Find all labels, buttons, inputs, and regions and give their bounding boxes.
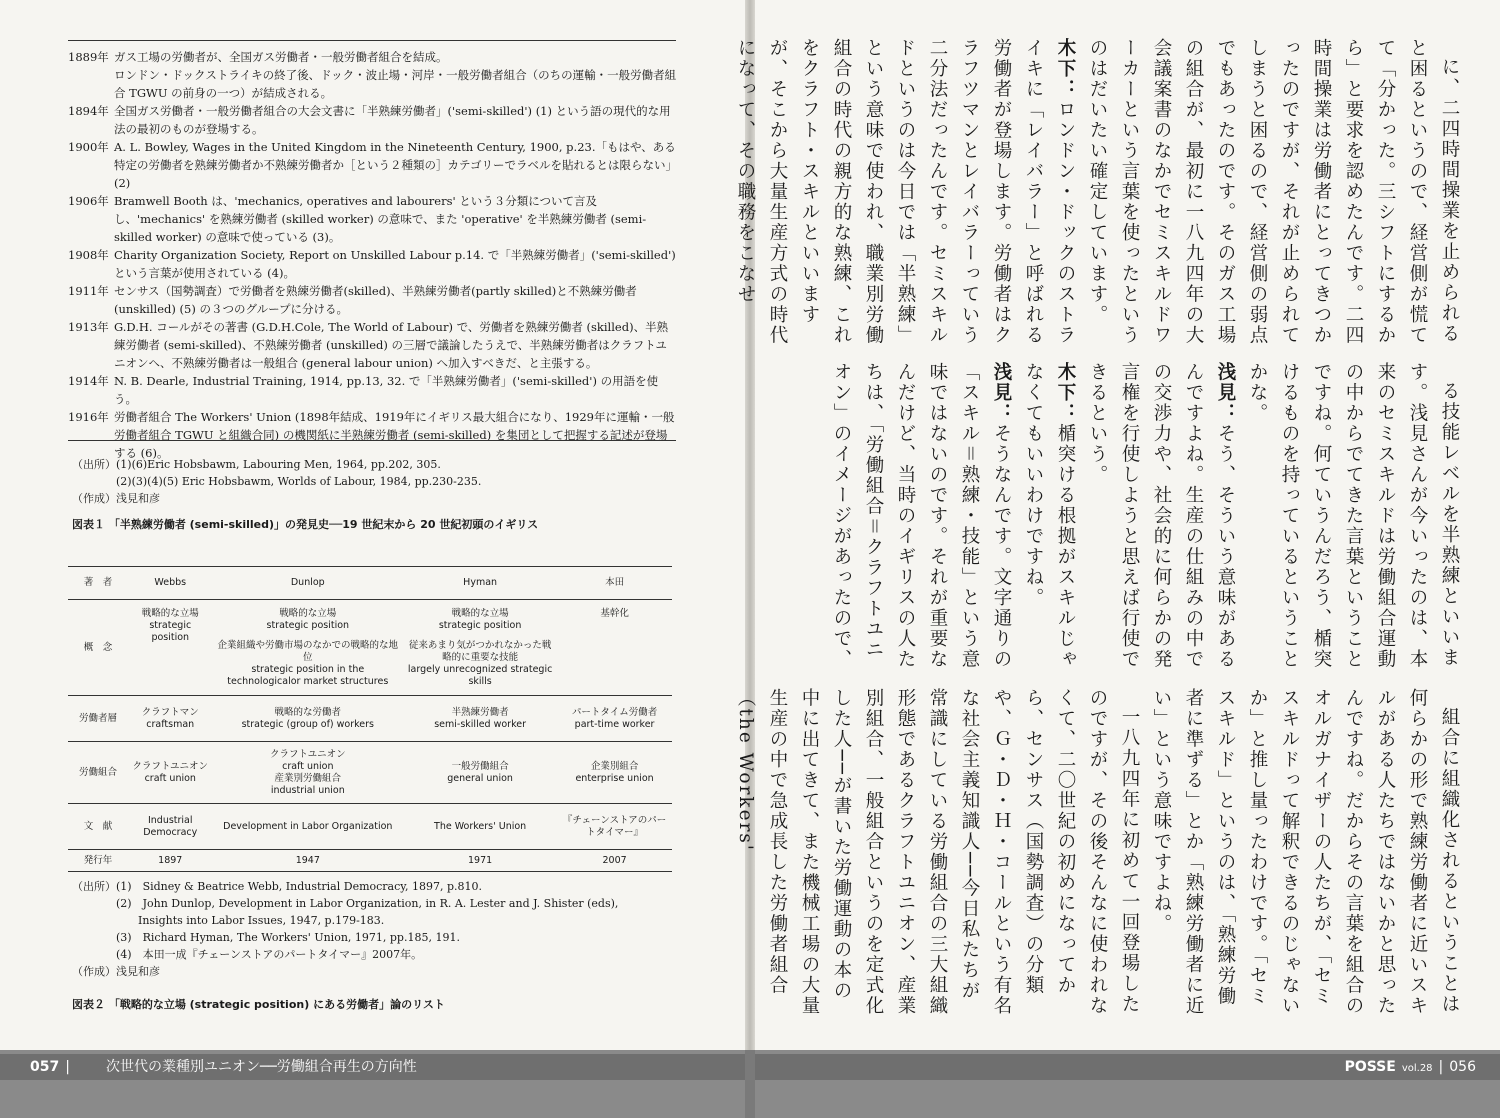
row-label-union: 労働組合	[68, 742, 128, 804]
source-line: (1) Sidney & Beatrice Webb, Industrial Democracy, 1897, p.810.	[116, 880, 483, 893]
author-name: 浅見和彦	[116, 492, 160, 505]
cell: 基幹化	[557, 600, 672, 696]
page-number-right: 056	[1449, 1059, 1476, 1075]
figure-caption-2: 図表２ 「戦略的な立場 (strategic position) にある労働者」論のリスト	[72, 998, 445, 1011]
volume-label: vol.28	[1401, 1063, 1433, 1074]
timeline-top-rule	[68, 40, 676, 41]
dialogue-paragraph	[1241, 362, 1465, 672]
timeline-year: 1894年	[68, 104, 109, 118]
cell: 戦略的な立場 strategic position	[128, 600, 213, 696]
cell: 一般労働組合 general union	[403, 742, 557, 804]
dialogue-bottom-block	[735, 688, 1465, 1018]
dialogue-paragraph	[1081, 362, 1241, 672]
timeline-text: A. L. Bowley, Wages in the United Kingdom in the Nineteenth Century, 1900, p.23.「もはや、ある特定の労働者を熟練労働者か不熟練労働者か［という２種類の］カテゴリーでラベルを貼れるとは限らない」(2)	[114, 140, 678, 190]
cell: 2007	[557, 850, 672, 872]
timeline-year	[68, 66, 114, 102]
source-line: (2)(3)(4)(5) Eric Hobsbawm, Worlds of Labour, 1984, pp.230-235.	[116, 475, 482, 488]
cell: 『チェーンストアのパートタイマー』	[557, 804, 672, 850]
row-label-literature: 文 献	[68, 804, 128, 850]
table-header: Hyman	[403, 567, 557, 600]
cell: 戦略的な立場 strategic position 従来あまり気がつかれなかった戦略的に重要な技能 largely unrecognized strategic skills	[403, 600, 557, 696]
timeline-text: 労働者組合 The Workers' Union (1898年結成、1919年にイギリス最大組合になり、1929年に運輸・一般労働者組合 TGWU と組織合同) の機関紙に半熟練労働者 (semi-skilled) を集団として把握する記述が登場する (6)。	[114, 410, 675, 460]
page-number-left: 057	[30, 1059, 60, 1075]
left-page	[0, 0, 745, 1050]
dialogue-top-block	[735, 38, 1465, 348]
cell: Industrial Democracy	[128, 804, 213, 850]
cell: 戦略的な立場 strategic position 企業組織や労働市場のなかでの戦略的な地位 strategic position in the technologicalor market structures	[213, 600, 404, 696]
table-header: 著 者	[68, 567, 128, 600]
dialogue-text: に、二四時間操業を止められると困るというので、経営側が慌てて「分かった。三シフトにするから」と要求を認めたんです。二四時間操業は労働者にとってきつかったのですが、それが止められてしまうと困るので、経営側の弱点でもあったのです。そのガス工場の組合が、最初に一八九四年の大会議案書のなかでセミスキルドワーカーという言葉を使ったというのはだいたい確定しています。	[1087, 38, 1460, 346]
timeline-text: Bramwell Booth は、'mechanics, operatives and labourers' という３分類について言及し、'mechanics' を熟練労働者 (skilled worker) の意味で、また 'operative' を半熟練労働者 (semi-skilled worker) の意味で使っている (3)。	[114, 194, 647, 244]
strategic-position-table	[68, 566, 672, 872]
cell: パートタイム労働者 part-time worker	[557, 696, 672, 742]
figure-caption-1: 図表１ 「半熟練労働者 (semi-skilled)」の発見史──19 世紀末から 20 世紀初頭のイギリス	[72, 518, 539, 531]
source-line: (4) 本田一成『チェーンストアのパートタイマー』2007年。	[116, 948, 423, 961]
timeline-text: センサス（国勢調査）で労働者を熟練労働者(skilled)、半熟練労働者(partly skilled)と不熟練労働者(unskilled) (5) の３つのグループに分ける。	[114, 284, 637, 316]
cell: 企業別組合 enterprise union	[557, 742, 672, 804]
timeline-year: 1900年	[68, 140, 109, 154]
speaker-label: 木下：	[1055, 38, 1076, 100]
timeline-year: 1913年	[68, 320, 109, 334]
running-title: 次世代の業種別ユニオン──労働組合再生の方向性	[105, 1059, 417, 1075]
table-header: Webbs	[128, 567, 213, 600]
timeline-row	[68, 138, 678, 192]
dialogue-paragraph	[729, 688, 1145, 1018]
timeline-year: 1889年	[68, 50, 109, 64]
timeline-year: 1906年	[68, 194, 109, 208]
dialogue-text: 一八九四年に初めて一回登場したのですが、その後そんなに使われなくて、二〇世紀の初めになってから、センサス（国勢調査）の分類や、Ｇ・Ｄ・Ｈ・コールという有名な社会主義知識人──今日私たちが常識にしている労働組合の三大組織形態であるクラフトユニオン、産業別組合、一般組合というのを定式化した人──が書いた労働運動の本の中に出てきて、また機械工場の大量生産の中で急成長した労働者組合（the Workers'	[735, 688, 1140, 1016]
timeline-text: Charity Organization Society, Report on Unskilled Labour p.14. で「半熟練労働者」('semi-skilled') という言葉が使用されている (4)。	[114, 248, 676, 280]
timeline-row	[68, 48, 678, 66]
table-header: Dunlop	[213, 567, 404, 600]
speaker-label: 浅見：	[1215, 362, 1236, 424]
cell: The Workers' Union	[403, 804, 557, 850]
dialogue-paragraph	[1145, 688, 1465, 1018]
timeline-text: ロンドン・ドックストライキの終了後、ドック・波止場・河岸・一般労働者組合（のちの運輸・一般労働者組合 TGWU の前身の一つ）が結成される。	[114, 68, 677, 100]
source-line: (3) Richard Hyman, The Workers' Union, 1971, pp.185, 191.	[116, 931, 460, 944]
cell: 戦略的な労働者 strategic (group of) workers	[213, 696, 404, 742]
timeline-row	[68, 66, 678, 102]
row-label-workers: 労働者層	[68, 696, 128, 742]
timeline-text: G.D.H. コールがその著書 (G.D.H.Cole, The World of Labour) で、労働者を熟練労働者 (skilled)、半熟練労働者 (semi-skilled)、不熟練労働者 (unskilled) の三層で議論したうえで、半熟練労働者はクラフトユニオンへ、不熟練労働者は一般組合 (general labour union) へ加入すべきだ、と主張する。	[114, 320, 669, 370]
right-page	[735, 0, 1500, 1050]
cell: 1897	[128, 850, 213, 872]
timeline-row	[68, 102, 678, 138]
magazine-brand: POSSE	[1344, 1059, 1396, 1075]
timeline-year: 1914年	[68, 374, 109, 388]
speaker-label: 木下：	[1055, 362, 1076, 424]
timeline-year: 1916年	[68, 410, 109, 424]
dialogue-paragraph	[729, 38, 1081, 348]
dialogue-text: そうなんです。文字通りの「スキル＝熟練・技能」という意味ではないのです。それが重要なんだけど、当時のイギリスの人たちは、「労働組合＝クラフトユニオン」のイメージがあったので、	[831, 362, 1012, 670]
author-label: （作成）	[72, 492, 116, 505]
cell: クラフトユニオン craft union	[128, 742, 213, 804]
dialogue-paragraph	[1017, 362, 1081, 672]
source-label: （出所）	[72, 458, 116, 471]
source-line: (2) John Dunlop, Development in Labor Organization, in R. A. Lester and J. Shister (eds),	[116, 897, 619, 910]
author-name: 浅見和彦	[116, 965, 160, 978]
speaker-label: 浅見：	[991, 362, 1012, 424]
timeline-text: ガス工場の労働者が、全国ガス労働者・一般労働者組合を結成。	[114, 50, 448, 64]
dialogue-paragraph	[825, 362, 1017, 672]
cell: 半熟練労働者 semi-skilled worker	[403, 696, 557, 742]
timeline-row	[68, 192, 678, 246]
dialogue-text: ロンドン・ドックのストライキに「レイバラー」と呼ばれる労働者が登場します。労働者はクラフツマンとレイバラーっていう二分法だったんです。セミスキルドというのは今日では「半熟練」という意味で使われ、職業別労働組合の時代の親方的な熟練、これをクラフト・スキルといいますが、そこから大量生産方式の時代になって、その職務をこなせ	[735, 38, 1076, 346]
source-line: (1)(6)Eric Hobsbawm, Labouring Men, 1964, pp.202, 305.	[116, 458, 441, 471]
table-header: 本田	[557, 567, 672, 600]
timeline-row	[68, 246, 678, 282]
dialogue-middle-block	[815, 362, 1465, 672]
source-line: Insights into Labor Issues, 1947, p.179-183.	[138, 914, 385, 927]
row-label-year: 発行年	[68, 850, 128, 872]
timeline-row	[68, 372, 678, 408]
cell: クラフトユニオン craft union 産業別労働組合 industrial union	[213, 742, 404, 804]
footer-right: POSSE vol.28 | 056	[755, 1050, 1500, 1118]
timeline-row	[68, 318, 678, 372]
source-note-1	[72, 456, 481, 507]
timeline-year: 1911年	[68, 284, 109, 298]
dialogue-text: る技能レベルを半熟練といいます。浅見さんが今いったのは、本来のセミスキルドは労働組合運動の中からでてきた言葉ということですね。何ていうんだろう、楯突けるものを持っているということかな。	[1247, 362, 1460, 670]
row-label-concept: 概 念	[68, 600, 128, 696]
timeline-row	[68, 408, 678, 462]
dialogue-text: 楯突ける根拠がスキルじゃなくてもいいわけですね。	[1023, 362, 1076, 670]
dialogue-paragraph	[1081, 38, 1465, 348]
timeline-table	[68, 48, 678, 462]
cell: 1971	[403, 850, 557, 872]
cell: 1947	[213, 850, 404, 872]
dialogue-text: 組合に組織化されるということは何らかの形で熟練労働者に近いスキルがある人たちではないかと思ったんですね。だからその言葉を組合のオルガナイザーの人たちが、「セミスキルドって解釈できるのじゃないか」と推し量ったわけです。「セミスキルド」というのは、「熟練労働者に準ずる」とか「熟練労働者に近い」という意味ですよね。	[1151, 688, 1460, 1016]
cell: クラフトマン craftsman	[128, 696, 213, 742]
timeline-row	[68, 282, 678, 318]
cell: Development in Labor Organization	[213, 804, 404, 850]
source-note-2: （出所） (1) Sidney & Beatrice Webb, Industrial Democracy, 1897, p.810. (2) John Dunlop, Development in Labor Organization, in R. A. Lester and J. Shister (eds), Insights into Labor Issues, 1947, p.179-183. (3) Richard Hyman, The Workers' Union, 1971, pp.185, 191. (4) 本田一成『チェーンストアのパートタイマー』2007年。 （作成） 浅見和彦	[72, 880, 619, 978]
timeline-text: 全国ガス労働者・一般労働者組合の大会文書に「半熟練労働者」('semi-skilled') (1) という語の現代的な用法の最初のものが登場する。	[114, 104, 671, 136]
timeline-text: N. B. Dearle, Industrial Training, 1914, pp.13, 32. で「半熟練労働者」('semi-skilled') の用語を使う。	[114, 374, 659, 406]
footer-left: 057 | 次世代の業種別ユニオン──労働組合再生の方向性	[0, 1050, 745, 1118]
timeline-year: 1908年	[68, 248, 109, 262]
dialogue-text: そう、そういう意味があるんですよね。生産の仕組みの中での交渉力や、社会的に何らかの発言権を行使しようと思えば行使できるという。	[1087, 362, 1236, 670]
timeline-bottom-rule	[68, 440, 676, 441]
